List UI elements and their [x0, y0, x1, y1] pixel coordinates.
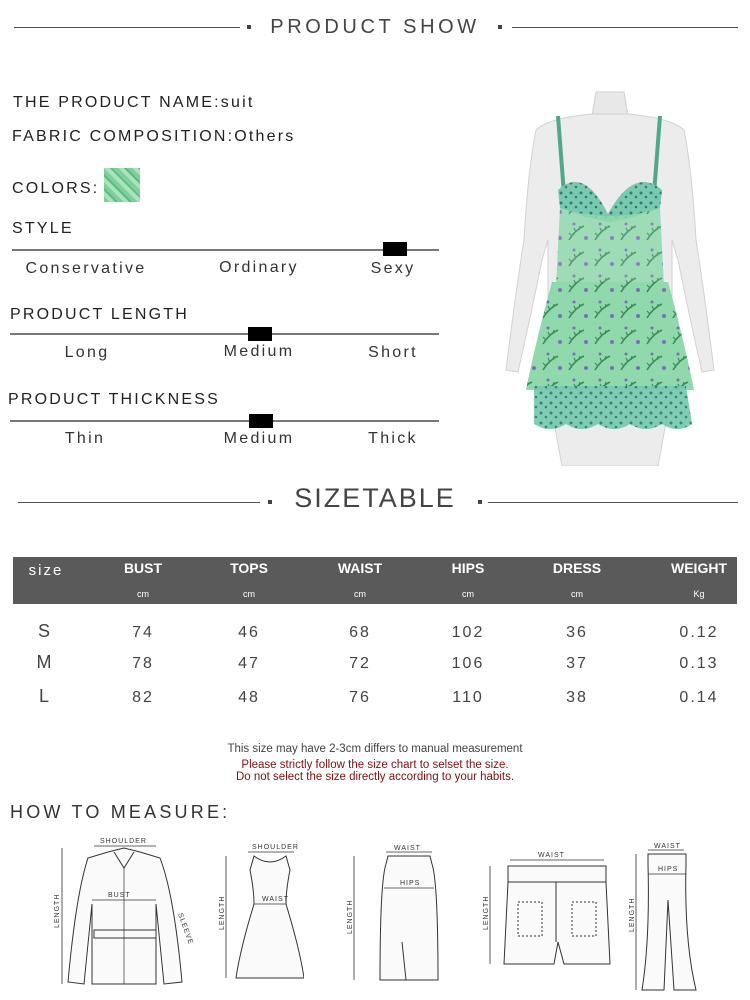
pants-length-label: LENGTH [629, 897, 636, 932]
jacket-sleeve-label: SLEEVE [176, 912, 195, 946]
jacket-length-label: LENGTH [54, 893, 61, 928]
length-label: PRODUCT LENGTH [10, 306, 189, 323]
thickness-scale-line [10, 420, 439, 422]
mannequin-neck [592, 92, 628, 116]
fabric-row [12, 128, 295, 146]
cell-bust: 78 [132, 655, 154, 672]
style-scale-line [12, 249, 439, 251]
jacket-shoulder-label: SHOULDER [100, 838, 147, 845]
row-size: M [36, 652, 54, 672]
style-option-ordinary: Ordinary [219, 259, 299, 276]
cell-hips: 106 [451, 655, 485, 672]
size-table-header [13, 557, 737, 604]
column-bust: BUST [123, 560, 163, 576]
cell-tops: 48 [238, 689, 260, 706]
cell-waist: 76 [349, 689, 371, 706]
dress-length-label: LENGTH [219, 895, 226, 930]
skirt-waist-label: WAIST [394, 845, 421, 852]
row-size: S [37, 621, 52, 641]
jacket-bust-label: BUST [108, 892, 131, 899]
product-name-label: THE PRODUCT NAME: [13, 94, 221, 111]
sizetable-divider-right [488, 502, 738, 503]
shorts-length-label: LENGTH [483, 895, 490, 930]
note-do-not-select: Do not select the size directly according to your habits. [235, 771, 515, 783]
dress-shoulder-label: SHOULDER [252, 844, 299, 851]
fabric-value: Others [234, 128, 296, 145]
column-hips: HIPS [451, 560, 485, 576]
product-name-value: suit [220, 94, 255, 111]
row-size: L [38, 686, 51, 706]
unit-bust: cm [137, 589, 149, 599]
dress-diagram [214, 840, 304, 986]
length-option-medium: Medium [223, 343, 295, 360]
divider-right [512, 27, 738, 28]
cell-weight: 0.12 [679, 624, 719, 641]
length-option-short: Short [368, 344, 418, 361]
product-name-row [13, 94, 255, 112]
thickness-option-thin: Thin [64, 430, 106, 447]
style-label: STYLE [12, 220, 74, 237]
pants-hips-label: HIPS [658, 866, 679, 873]
cell-tops: 47 [238, 655, 260, 672]
cell-dress: 36 [566, 624, 588, 641]
cell-weight: 0.13 [679, 655, 719, 672]
how-to-measure-title: HOW TO MEASURE: [10, 802, 231, 822]
dress-waist-label: WAIST [262, 896, 289, 903]
thickness-label: PRODUCT THICKNESS [8, 391, 220, 408]
column-waist: WAIST [337, 560, 383, 576]
skirt-length-label: LENGTH [347, 899, 354, 934]
product-photo[interactable] [488, 90, 732, 466]
cell-waist: 68 [349, 624, 371, 641]
length-scale-line [10, 333, 439, 335]
sizetable-dot-right [478, 500, 482, 504]
shorts-waist-label: WAIST [538, 852, 565, 859]
cell-tops: 46 [238, 624, 260, 641]
unit-waist: cm [354, 589, 366, 599]
column-tops: TOPS [230, 560, 268, 576]
unit-tops: cm [243, 589, 255, 599]
cell-hips: 102 [451, 624, 485, 641]
unit-hips: cm [462, 589, 474, 599]
length-scale-marker [248, 327, 272, 341]
style-option-sexy: Sexy [370, 260, 416, 277]
cell-bust: 82 [132, 689, 154, 706]
note-measurement: This size may have 2-3cm differs to manual measurement [227, 743, 523, 755]
note-follow-chart: Please strictly follow the size chart to selset the size. [241, 759, 509, 771]
section-title-product-show: PRODUCT SHOW [270, 16, 480, 38]
fabric-label: FABRIC COMPOSITION: [12, 128, 235, 145]
shorts-diagram [476, 846, 616, 974]
dress-skirt [526, 282, 694, 390]
column-weight: WEIGHT [671, 560, 727, 576]
length-option-long: Long [64, 344, 110, 361]
cell-waist: 72 [349, 655, 371, 672]
unit-weight: Kg [693, 589, 705, 599]
skirt-hips-label: HIPS [400, 880, 421, 887]
column-dress: DRESS [552, 560, 602, 576]
unit-dress: cm [571, 589, 583, 599]
cell-dress: 38 [566, 689, 588, 706]
thickness-option-medium: Medium [223, 430, 295, 447]
style-scale-marker [383, 242, 407, 256]
jacket-diagram [46, 834, 196, 992]
cell-bust: 74 [132, 624, 154, 641]
colors-label: COLORS: [12, 180, 100, 197]
cell-weight: 0.14 [679, 689, 719, 706]
divider-dot-right [498, 25, 502, 29]
cell-hips: 110 [452, 689, 484, 706]
section-title-sizetable: SIZETABLE [294, 483, 456, 513]
style-option-conservative: Conservative [25, 260, 147, 277]
pants-waist-label: WAIST [654, 843, 681, 850]
thickness-scale-marker [249, 414, 273, 428]
cell-dress: 37 [566, 655, 588, 672]
color-swatch[interactable] [104, 168, 140, 202]
thickness-option-thick: Thick [368, 430, 418, 447]
pants-diagram [622, 840, 702, 992]
skirt-diagram [344, 842, 444, 986]
size-column-header: size [28, 562, 64, 579]
